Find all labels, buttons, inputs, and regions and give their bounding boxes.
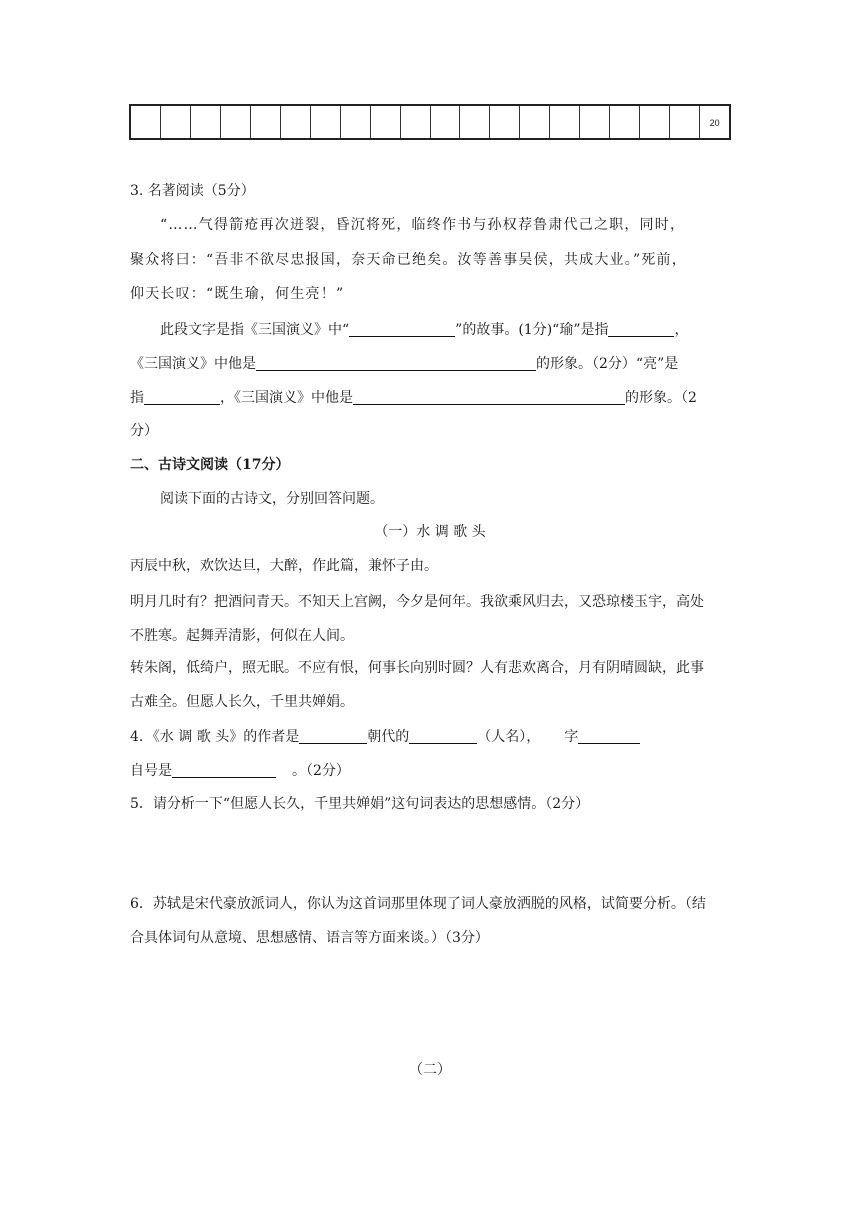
q4-text: 。（2分） (292, 763, 350, 779)
dynasty-name-blank[interactable] (409, 729, 477, 744)
yu-image-blank[interactable] (256, 356, 536, 371)
section-2-title: 二、古诗文阅读（17分） (130, 457, 290, 473)
grid-cell (191, 106, 221, 138)
q4-text: 4．《水 调 歌 头》的作者是 (130, 729, 300, 745)
poem-preface: 丙辰中秋，欢饮达旦，大醉，作此篇，兼怀子由。 (130, 558, 438, 574)
grid-cell (460, 106, 490, 138)
grid-cell (431, 106, 461, 138)
q3-text: 的形象。（2分）“亮”是 (536, 356, 679, 372)
q3-question-line-4: 分） (130, 423, 158, 439)
q3-question-line-2 (130, 356, 678, 371)
q4-text: 自号是 (130, 763, 172, 779)
grid-cell (520, 106, 550, 138)
q3-text: ， (674, 322, 689, 338)
answer-grid (129, 104, 731, 140)
q3-text: 的形象。（2 (625, 390, 697, 406)
q3-text: 指 (130, 390, 144, 406)
poem-stanza-1-line-2: 不胜寒。起舞弄清影，何似在人间。 (130, 628, 354, 644)
next-section-label: （二） (409, 1062, 451, 1078)
story-blank[interactable] (349, 322, 455, 337)
poem-stanza-2-line-1: 转朱阁，低绮户，照无眠。不应有恨，何事长向别时圆？人有悲欢离合，月有阴晴圆缺，此事 (130, 660, 704, 676)
grid-count-label: 20 (709, 118, 720, 128)
q3-quote-line-2: 聚众将曰：“吾非不欲尽忠报国，奈天命已绝矣。汝等善事吴侯，共成大业。”死前， (130, 252, 687, 268)
poem-stanza-2-line-2: 古难全。但愿人长久，千里共婵娟。 (130, 694, 354, 710)
q3-text: 《三国演义》中他是 (130, 356, 256, 372)
q4-text: 朝代的 (367, 729, 410, 745)
q3-quote-line-3: 仰天长叹：“既生瑜，何生亮！” (130, 286, 345, 302)
grid-cell (341, 106, 371, 138)
author-blank[interactable] (299, 729, 367, 744)
section-2-intro: 阅读下面的古诗文，分别回答问题。 (160, 491, 384, 507)
grid-cell (281, 106, 311, 138)
grid-cell (161, 106, 191, 138)
q3-text: 此段文字是指《三国演义》中“ (160, 322, 350, 338)
grid-cell (251, 106, 281, 138)
courtesy-name-blank[interactable] (578, 729, 640, 744)
q4-text: （人名）， (477, 729, 541, 745)
grid-cell (401, 106, 431, 138)
q6-line-2: 合具体词句从意境、思想感情、语言等方面来谈。）（3分） (130, 930, 489, 946)
grid-cell (221, 106, 251, 138)
grid-cell (311, 106, 341, 138)
grid-cell (550, 106, 580, 138)
grid-cell-last (700, 106, 729, 138)
q3-text: ”的故事。(1分)“瑜”是指 (455, 322, 609, 338)
grid-cell (670, 106, 700, 138)
q5-text: 5．请分析一下“但愿人长久，千里共婵娟”这句词表达的思想感情。（2分） (130, 796, 590, 812)
q3-text: ，《三国演义》中他是 (220, 390, 353, 406)
poem-title: （一）水 调 歌 头 (374, 524, 486, 540)
poem-stanza-1-line-1: 明月几时有？把酒问青天。不知天上宫阙，今夕是何年。我欲乘风归去，又恐琼楼玉宇，高处 (130, 594, 704, 610)
grid-cell (490, 106, 520, 138)
q3-heading: 3. 名著阅读（5分） (130, 183, 255, 199)
pen-name-blank[interactable] (172, 763, 276, 778)
q3-quote-line-1: “……气得箭疮再次迸裂，昏沉将死，临终作书与孙权荐鲁肃代己之职，同时， (160, 217, 686, 233)
liang-image-blank[interactable] (353, 390, 625, 405)
grid-cell (640, 106, 670, 138)
grid-cell (131, 106, 161, 138)
q3-question-line-3 (130, 390, 697, 405)
yu-identity-blank[interactable] (608, 322, 674, 337)
grid-cell (610, 106, 640, 138)
q4-line-1 (130, 729, 640, 744)
q3-question-line-1 (160, 322, 688, 337)
q4-text: 字 (564, 729, 579, 745)
liang-identity-blank[interactable] (144, 390, 220, 405)
q4-line-2 (130, 763, 350, 778)
grid-cell (580, 106, 610, 138)
grid-cell (371, 106, 401, 138)
q6-line-1: 6．苏轼是宋代豪放派词人，你认为这首词那里体现了词人豪放洒脱的风格，试简要分析。（结 (130, 896, 706, 912)
